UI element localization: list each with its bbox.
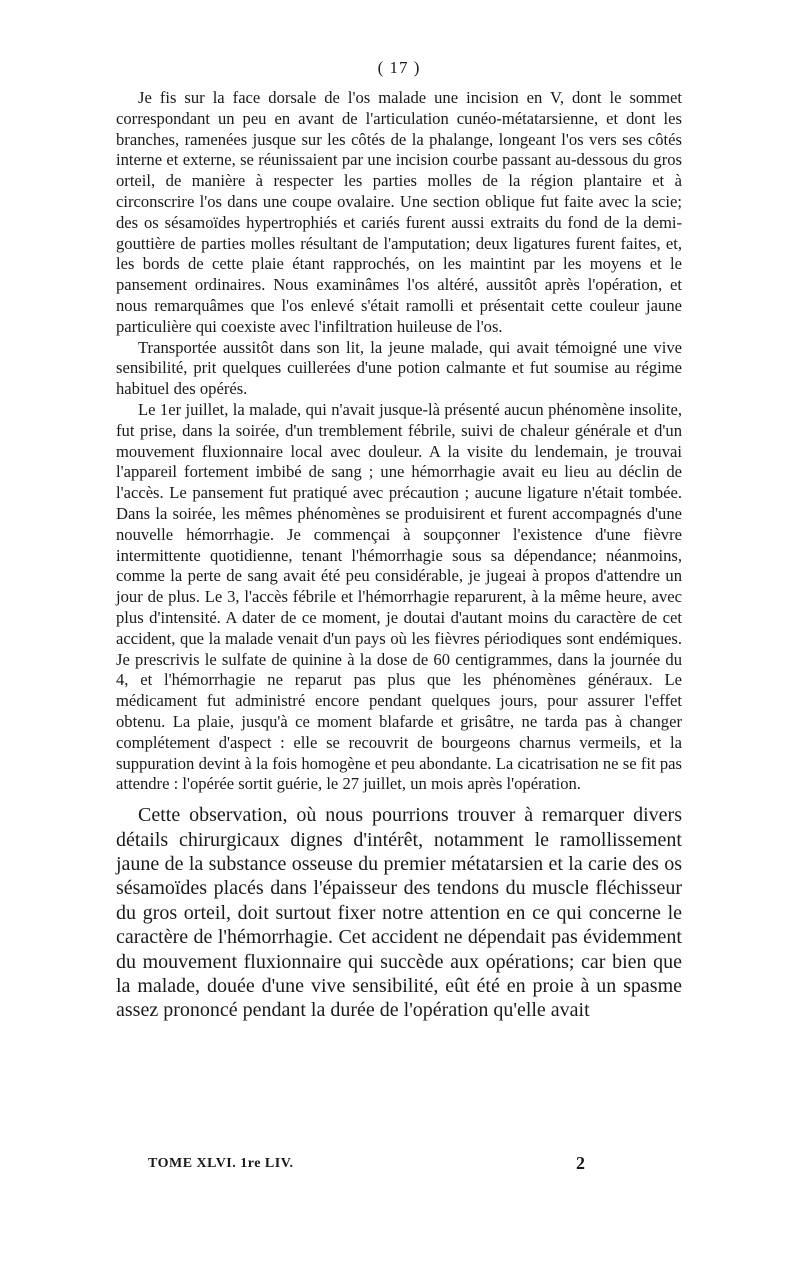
paragraph-operation: Je fis sur la face dorsale de l'os malade une incision en V, dont le sommet correspondant un peu en avant de l'articulation cunéo-métatarsienne, et dont les branches, ramenées jusque sur les côtés de la phalange, longeant l'os vers ses côtés interne et externe, se réunissaient par une incision courbe passant au-dessous du gros orteil, de manière à respecter les parties molles de la région plantaire et à circonscrire l'os dans une coupe ovalaire. Une section oblique fut faite avec la scie; des os sésamoïdes hypertrophiés et cariés furent aussi extraits du fond de la demi-gouttière de parties molles résultant de l'amputation; deux ligatures furent faites, et, les bords de cette plaie étant rapprochés, on les maintint par les moyens et le pansement ordinaires. Nous examinâmes l'os altéré, aussitôt après l'opération, et nous remarquâmes que l'os enlevé s'était ramolli et présentait cette couleur jaune particulière qui coexiste avec l'infiltration huileuse de l'os. <box>116 88 682 336</box>
page-number: ( 17 ) <box>377 58 421 77</box>
page-footer <box>148 1153 598 1173</box>
tome-label: TOME XLVI. 1re LIV. <box>148 1156 294 1171</box>
document-page <box>116 58 682 1023</box>
paragraph-post-op: Transportée aussitôt dans son lit, la jeune malade, qui avait témoigné une vive sensibilité, prit quelques cuillerées d'une potion calmante et fut soumise au régime habituel des opérés. <box>116 337 682 399</box>
signature-mark: 2 <box>576 1153 586 1173</box>
paragraph-observation: Cette observation, où nous pourrions trouver à remarquer divers détails chirurgicaux dignes d'intérêt, notamment le ramollissement jaune de la substance osseuse du premier métatarsien et la carie des os sésamoïdes placés dans l'épaisseur des tendons du muscle fléchisseur du gros orteil, doit surtout fixer notre attention en ce qui concerne le caractère de l'hémorrhagie. Cet accident ne dépendait pas évidemment du mouvement fluxionnaire qui succède aux opérations; car bien que la malade, douée d'une vive sensibilité, eût été en proie à un spasme assez prononcé pendant la durée de l'opération qu'elle avait <box>116 804 682 1022</box>
paragraph-hemorrhage: Le 1er juillet, la malade, qui n'avait jusque-là présenté aucun phénomène insolite, fut prise, dans la soirée, d'un tremblement fébrile, suivi de chaleur générale et d'un mouvement fluxionnaire local avec douleur. A la visite du lendemain, je trouvai l'appareil fortement imbibé de sang ; une hémorrhagie avait eu lieu au déclin de l'accès. Le pansement fut pratiqué avec précaution ; aucune ligature n'était tombée. Dans la soirée, les mêmes phénomènes se produisirent et furent accompagnés d'une nouvelle hémorrhagie. Je commençai à soupçonner l'existence d'une fièvre intermittente quotidienne, tenant l'hémorrhagie sous sa dépendance; néanmoins, comme la perte de sang avait été peu considérable, je jugeai à propos d'attendre un jour de plus. Le 3, l'accès fébrile et l'hémorrhagie reparurent, à la même heure, avec plus d'intensité. A dater de ce moment, je doutai d'autant moins du caractère de cet accident, que la malade venait d'un pays où les fièvres périodiques sont endémiques. Je prescrivis le sulfate de quinine à la dose de 60 centigrammes, dans la journée du 4, et l'hémorrhagie ne reparut pas plus que les phénomènes généraux. Le médicament fut administré encore pendant quelques jours, pour assurer l'effet obtenu. La plaie, jusqu'à ce moment blafarde et grisâtre, ne tarda pas à changer complétement d'aspect : elle se recouvrit de bourgeons charnus vermeils, et la suppuration devint à la fois homogène et peu abondante. La cicatrisation ne se fit pas attendre : l'opérée sortit guérie, le 27 juillet, un mois après l'opération. <box>116 399 682 794</box>
